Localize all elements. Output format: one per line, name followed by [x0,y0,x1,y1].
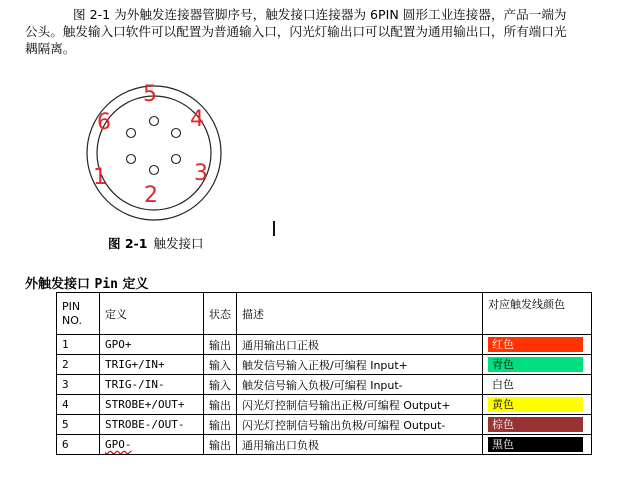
state-cell: 输出 [204,435,237,455]
description-cell: 闪光灯控制信号输出负极/可编程 Output- [237,415,483,435]
pin-label-5: 5 [143,82,157,107]
wire-color-cell [483,415,592,435]
text-cursor [273,221,275,236]
state-cell: 输出 [204,415,237,435]
pin-definition-table [56,292,592,455]
header-definition: 定义 [100,293,204,335]
wire-color-swatch: 黑色 [488,437,583,452]
wire-color-cell [483,335,592,355]
table-row [57,335,592,355]
pin-label-2: 2 [144,183,158,208]
wire-color-cell [483,375,592,395]
description-cell: 通用输出口正极 [237,335,483,355]
section-title-pin: Pin [94,277,119,292]
table-row [57,415,592,435]
wire-color-swatch: 黄色 [488,397,583,412]
header-pin-no: PIN NO. [57,293,100,335]
header-wire-color: 对应触发线颜色 [483,293,592,335]
section-title-prefix: 外触发接口 [25,277,95,292]
pin-cell: 1 [57,335,100,355]
definition-cell: GPO+ [100,335,204,355]
definition-cell: TRIG+/IN+ [100,355,204,375]
section-title [25,273,149,292]
pin-label-3: 3 [194,161,208,186]
connector-diagram [84,83,224,223]
table-header-row [57,293,592,335]
pin-hole-5 [150,117,159,126]
wire-color-swatch: 青色 [488,357,583,372]
pin-cell: 3 [57,375,100,395]
description-cell: 通用输出口负极 [237,435,483,455]
section-title-suffix: 定义 [118,277,149,292]
pin-label-1: 1 [93,165,107,190]
pin-hole-4 [172,129,181,138]
definition-cell: TRIG-/IN- [100,375,204,395]
header-description: 描述 [237,293,483,335]
description-cell: 触发信号输入正极/可编程 Input+ [237,355,483,375]
figure-caption [108,234,203,252]
pin-cell: 2 [57,355,100,375]
definition-cell: STROBE-/OUT- [100,415,204,435]
description-cell: 闪光灯控制信号输出正极/可编程 Output+ [237,395,483,415]
pin-cell: 4 [57,395,100,415]
definition-cell: GPO- [100,435,204,455]
pin-hole-2 [150,166,159,175]
state-cell: 输入 [204,375,237,395]
wire-color-swatch: 白色 [488,377,583,392]
header-state: 状态 [204,293,237,335]
figure-caption-number: 图 2-1 [108,236,148,251]
pin-hole-6 [127,129,136,138]
description-cell: 触发信号输入负极/可编程 Input- [237,375,483,395]
table-row [57,395,592,415]
table-row [57,375,592,395]
state-cell: 输入 [204,355,237,375]
wire-color-cell [483,355,592,375]
pin-label-4: 4 [190,107,204,132]
definition-cell: STROBE+/OUT+ [100,395,204,415]
state-cell: 输出 [204,335,237,355]
pin-hole-3 [172,155,181,164]
state-cell: 输出 [204,395,237,415]
wire-color-swatch: 红色 [488,337,583,352]
pin-label-6: 6 [97,110,111,135]
table-body [57,335,592,455]
wire-color-swatch: 棕色 [488,417,583,432]
table-row [57,355,592,375]
pin-hole-1 [127,155,136,164]
intro-paragraph [25,6,644,57]
pin-cell: 5 [57,415,100,435]
table-row [57,435,592,455]
wire-color-cell [483,395,592,415]
wire-color-cell [483,435,592,455]
intro-line-3: 耦隔离。 [25,41,76,56]
intro-line-2: 公头。触发输入口软件可以配置为普通输入口，闪光灯输出口可以配置为通用输出口，所有端口光 [25,24,567,39]
figure-caption-text: 触发接口 [153,236,204,251]
pin-cell: 6 [57,435,100,455]
intro-line-1: 图 2-1 为外触发连接器管脚序号，触发接口连接器为 6PIN 圆形工业连接器，产品一端为 [73,7,567,22]
